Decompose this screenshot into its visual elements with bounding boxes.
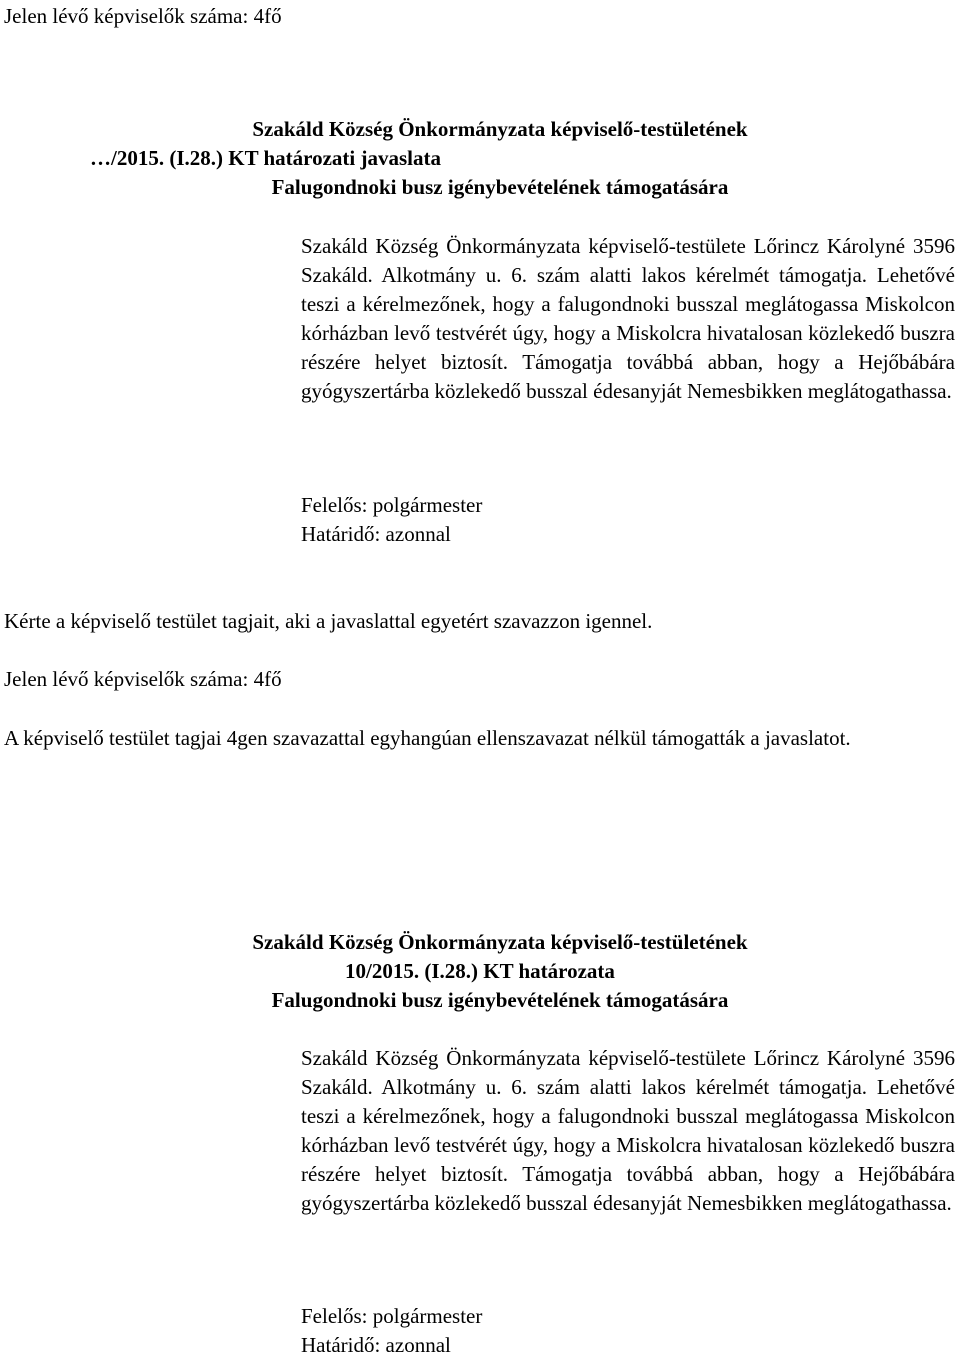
resolution-responsible: Felelős: polgármester: [301, 1304, 483, 1328]
vote-result: A képviselő testület tagjai 4gen szavazattal egyhangúan ellenszavazat nélkül támogatták a javaslatot.: [4, 726, 851, 750]
resolution-title-line2: 10/2015. (I.28.) KT határozata: [345, 959, 615, 983]
attendance-line-top: Jelen lévő képviselők száma: 4fő: [4, 4, 282, 28]
resolution-deadline: Határidő: azonnal: [301, 1333, 451, 1357]
proposal-responsible: Felelős: polgármester: [301, 493, 483, 517]
proposal-title-line3: Falugondnoki busz igénybevételének támogatására: [271, 175, 729, 199]
resolution-title-line3: Falugondnoki busz igénybevételének támogatására: [271, 988, 729, 1012]
proposal-deadline: Határidő: azonnal: [301, 522, 451, 546]
attendance-line-second: Jelen lévő képviselők száma: 4fő: [4, 667, 282, 691]
resolution-title-line1: Szakáld Község Önkormányzata képviselő-testületének: [252, 930, 748, 954]
resolution-body: Szakáld Község Önkormányzata képviselő-testülete Lőrincz Károlyné 3596 Szakáld. Alkotmány u. 6. szám alatti lakos kérelmét támogatja. Lehetővé teszi a kérelmezőnek, hogy a falugondnoki busszal meglátogassa Miskolcon kórházban levő testvérét úgy, hogy a Miskolcra hivatalosan közlekedő buszra részére helyet biztosít. Támogatja továbbá abban, hogy a Hejőbábára gyógyszertárba közlekedő busszal édesanyját Nemesbikken meglátogathassa.: [301, 1046, 955, 1215]
vote-request: Kérte a képviselő testület tagjait, aki a javaslattal egyetért szavazzon igennel.: [4, 609, 653, 633]
proposal-title-line1: Szakáld Község Önkormányzata képviselő-testületének: [252, 117, 748, 141]
proposal-body: Szakáld Község Önkormányzata képviselő-testülete Lőrincz Károlyné 3596 Szakáld. Alkotmány u. 6. szám alatti lakos kérelmét támogatja. Lehetővé teszi a kérelmezőnek, hogy a falugondnoki busszal meglátogassa Miskolcon kórházban levő testvérét úgy, hogy a Miskolcra hivatalosan közlekedő buszra részére helyet biztosít. Támogatja továbbá abban, hogy a Hejőbábára gyógyszertárba közlekedő busszal édesanyját Nemesbikken meglátogathassa.: [301, 234, 955, 403]
proposal-title-line2: …/2015. (I.28.) KT határozati javaslata: [90, 146, 441, 170]
